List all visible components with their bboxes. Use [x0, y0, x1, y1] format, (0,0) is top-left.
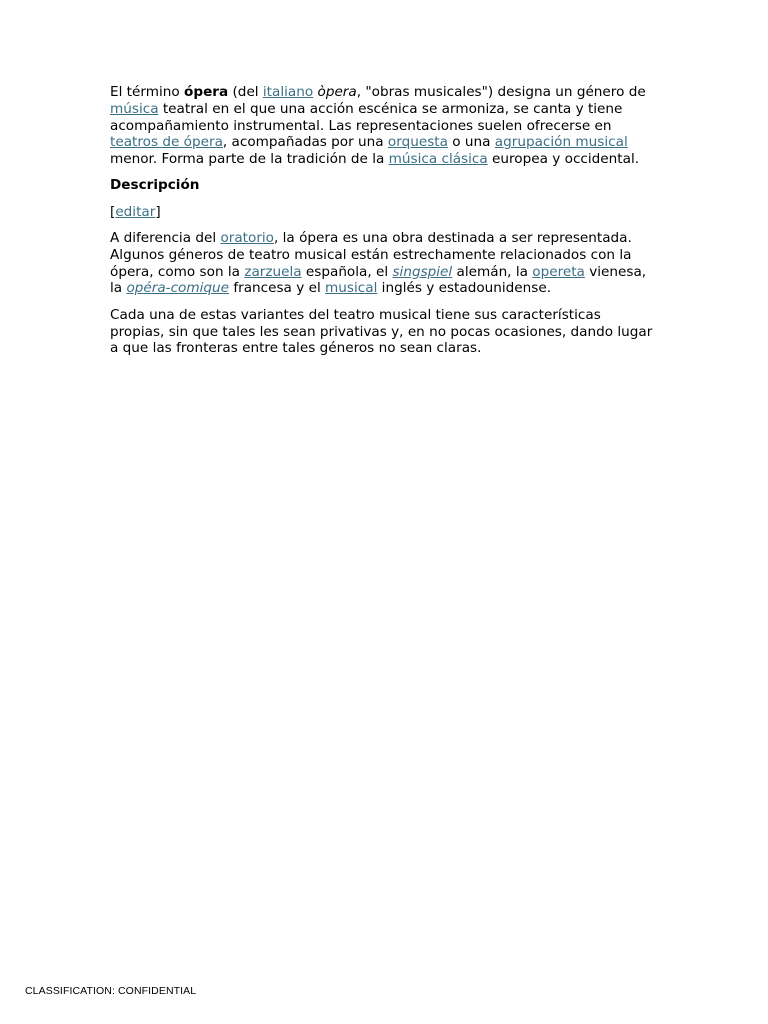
link-italiano[interactable]: italiano — [262, 84, 314, 100]
link-musical[interactable]: musical — [325, 280, 378, 297]
link-agrupacion-musical[interactable]: agrupación musical — [494, 134, 628, 151]
text-run: o una — [447, 134, 495, 151]
link-oratorio[interactable]: oratorio — [220, 230, 275, 247]
article-body — [110, 84, 658, 367]
edit-section-line — [110, 204, 658, 221]
text-run: europea y occidental. — [487, 151, 640, 168]
edit-bracket-open: [ — [110, 203, 116, 220]
link-orquesta[interactable]: orquesta — [387, 134, 448, 151]
text-run: vienesa, la — [110, 263, 647, 297]
variants-paragraph: Cada una de estas variantes del teatro musical tiene sus características propias, sin que tales les sean privativas y, en no pocas ocasiones, dando lugar a que las fronteras entre tales géneros no sean claras. — [110, 306, 653, 357]
link-musica[interactable]: música — [110, 100, 159, 117]
text-run: (del — [228, 84, 263, 100]
edit-bracket-close: ] — [155, 203, 161, 220]
link-zarzuela[interactable]: zarzuela — [244, 263, 302, 280]
link-opera-comique-text: opéra-comique — [126, 280, 229, 297]
classification-footer: CLASSIFICATION: CONFIDENTIAL — [25, 985, 197, 997]
link-singspiel[interactable] — [392, 264, 452, 280]
text-run: , acompañadas por una — [222, 134, 388, 151]
link-musica-clasica[interactable]: música clásica — [388, 151, 488, 168]
text-run: , la ópera es una obra destinada a ser representada. Algunos géneros de teatro musical están estrechamente relacionados con la ópera, como son la — [110, 230, 632, 280]
link-opereta[interactable]: opereta — [532, 263, 585, 280]
text-run: A diferencia del — [110, 230, 221, 247]
link-singspiel-text: singspiel — [392, 263, 453, 280]
link-opera-comique[interactable] — [126, 280, 229, 296]
text-run: francesa y el — [229, 280, 326, 297]
edit-link[interactable]: editar — [115, 203, 156, 220]
text-run: El término — [110, 84, 185, 100]
text-run: menor. Forma parte de la tradición de la — [110, 151, 389, 168]
text-run: española, el — [301, 263, 393, 280]
intro-paragraph — [110, 84, 658, 168]
text-run: , "obras musicales") designa un género de — [356, 84, 646, 100]
text-run: alemán, la — [452, 263, 533, 280]
section-heading: Descripción — [110, 177, 200, 194]
term-bold: ópera — [184, 84, 229, 100]
text-run: teatral en el que una acción escénica se armoniza, se canta y tiene acompañamiento instrumental. Las representaciones suelen ofrecerse en — [110, 100, 623, 134]
text-run: inglés y estadounidense. — [377, 280, 552, 297]
link-teatros-de-opera[interactable]: teatros de ópera — [110, 134, 223, 151]
description-paragraph — [110, 230, 658, 297]
term-italic-opera: òpera — [317, 84, 357, 100]
